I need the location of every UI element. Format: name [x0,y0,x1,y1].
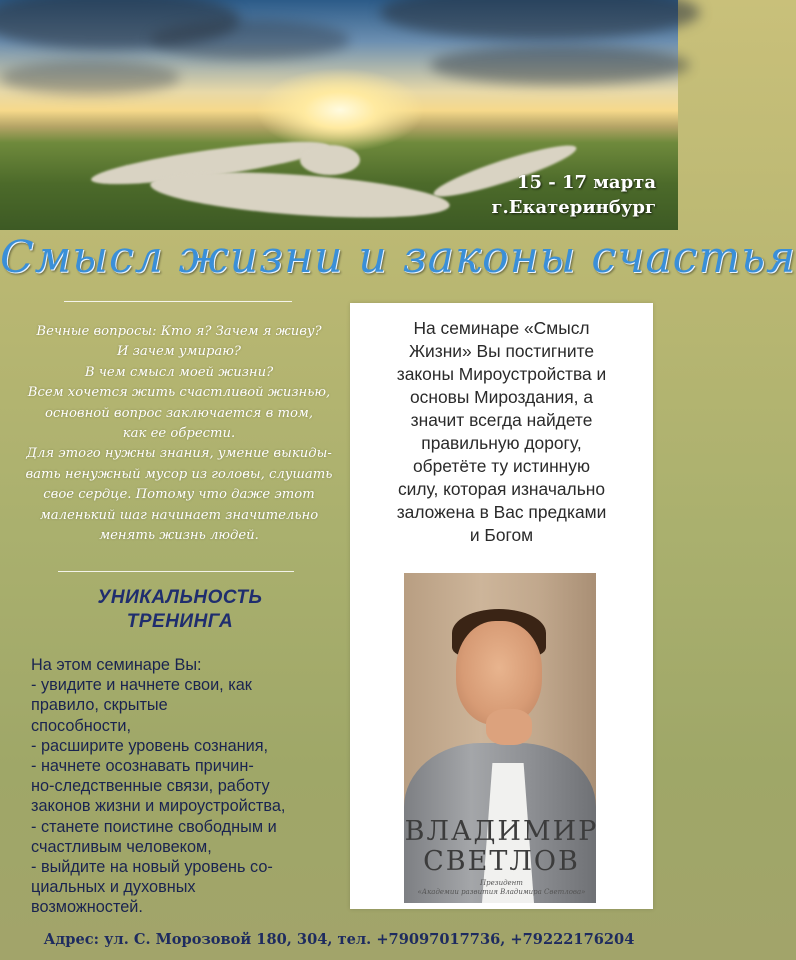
seminar-description [358,317,645,547]
benefits-line: законов жизни и мироустройства, [31,797,286,816]
intro-line: менять жизнь людей. [99,528,259,544]
benefits-line: - увидите и начнете свои, как [31,676,252,695]
intro-text [20,322,338,546]
description-line: обретёте ту истинную [412,456,591,476]
benefits-line: но-следственные связи, работу [31,777,270,796]
speaker-caption-line: Президент [480,879,523,887]
description-line: значит всегда найдете [410,410,593,430]
uniqueness-heading-line: ТРЕНИНГА [126,611,234,632]
benefits-line: способности, [31,716,131,735]
event-dates [491,170,656,220]
intro-line: основной вопрос заключается в том, [44,405,314,421]
intro-line: маленький шаг начинает значительно [39,507,319,523]
intro-line: как ее обрести. [122,426,236,442]
description-line: основы Мироздания, а [409,387,594,407]
intro-line: И зачем умираю? [117,344,241,360]
description-line: Жизни» Вы постигните [408,341,595,361]
benefits-line: циальных и духовных [31,878,196,897]
intro-line: вать ненужный мусор из головы, слушать [25,466,333,482]
benefits-line: - расширите уровень сознания, [31,736,269,755]
hero-image [0,0,678,230]
benefits-line: возможностей. [31,898,143,917]
benefits-list [31,655,361,918]
description-line: правильную дорогу, [421,433,582,453]
description-line: заложена в Вас предками [396,502,607,522]
description-line: силу, которая изначально [397,479,606,499]
middle-divider [58,571,294,572]
intro-line: В чем смысл моей жизни? [84,364,274,380]
event-date: 15 - 17 марта [516,172,656,193]
benefits-line: правило, скрытые [31,696,168,715]
speaker-caption [350,879,653,897]
intro-line: Всем хочется жить счастливой жизнью, [27,385,331,401]
intro-line: свое сердце. Потому что даже этот [43,487,315,503]
description-line: законы Мироустройства и [396,364,607,384]
benefits-line: - начнете осознавать причин- [31,757,254,776]
speaker-name-line: СВЕТЛОВ [423,846,580,877]
speaker-name-line: ВЛАДИМИР [404,816,599,847]
uniqueness-heading [30,586,330,634]
event-city: г.Екатеринбург [491,197,656,218]
benefits-line: - станете поистине свободным и [31,817,277,836]
speaker-name [350,817,653,877]
description-line: и Богом [469,525,534,545]
speaker-hand [486,709,532,745]
benefits-line: - выйдите на новый уровень со- [31,858,273,877]
seminar-card [350,303,653,909]
intro-line: Вечные вопросы: Кто я? Зачем я живу? [36,324,322,339]
benefits-line: На этом семинаре Вы: [31,656,202,674]
page-title: Смысл жизни и законы счастья [0,232,796,283]
contact-address: Адрес: ул. С. Морозовой 180, 304, тел. +79097017736, +79222176204 [43,931,635,948]
intro-line: Для этого нужны знания, умение выкиды- [26,446,332,462]
uniqueness-heading-line: УНИКАЛЬНОСТЬ [97,587,263,608]
top-divider [64,301,292,302]
benefits-line: счастливым человеком, [31,837,212,856]
speaker-caption-line: «Академии развития Владимира Светлова» [417,888,586,896]
description-line: На семинаре «Смысл [413,318,590,338]
